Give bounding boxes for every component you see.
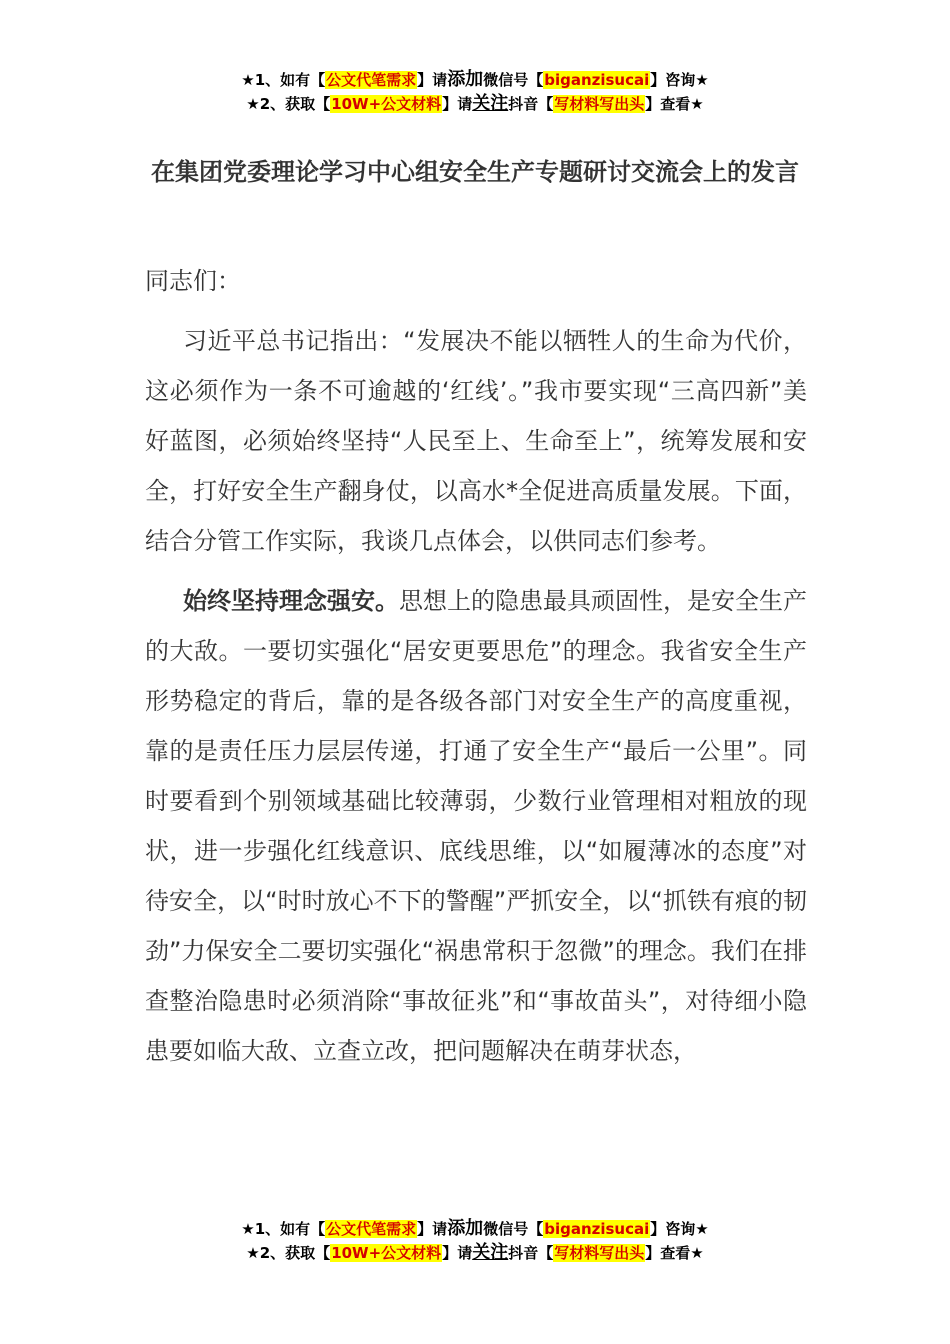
banner-line-1 bbox=[0, 1217, 950, 1241]
paragraph-intro: 习近平总书记指出：“发展决不能以牺牲人的生命为代价，这必须作为一条不可逾越的‘红线’。”我市要实现“三高四新”美好蓝图，必须始终坚持“人民至上、生命至上”，统筹发展和安全，打好安全生产翻身仗，以高水*全促进高质量发展。下面，结合分管工作实际，我谈几点体会，以供同志们参考。 bbox=[145, 327, 807, 555]
banner-line-2 bbox=[0, 1241, 950, 1265]
banner-highlight: biganzisucai bbox=[544, 1220, 650, 1238]
banner-text: 】咨询★ bbox=[650, 1220, 709, 1238]
banner-text: 微信号【 bbox=[483, 1220, 544, 1238]
banner-text: 】查看★ bbox=[645, 1244, 704, 1262]
banner-highlight: 写材料写出头 bbox=[554, 95, 645, 113]
banner-text: 】请 bbox=[417, 71, 448, 89]
banner-highlight: 公文代笔需求 bbox=[326, 1220, 417, 1238]
paragraph-text: 思想上的隐患最具顽固性，是安全生产的大敌。一要切实强化“居安更要思危”的理念。我省安全生产形势稳定的背后，靠的是各级各部门对安全生产的高度重视，靠的是责任压力层层传递，打通了安全生产“最后一公里”。同时要看到个别领域基础比较薄弱，少数行业管理相对粗放的现状，进一步强化红线意识、底线思维，以“如履薄冰的态度”对待安全，以“时时放心不下的警醒”严抓安全，以“抓铁有痕的韧劲”力保安全二要切实强化“祸患常积于忽微”的理念。我们在排查整治隐患时必须消除“事故征兆”和“事故苗头”，对待细小隐患要如临大敌、立查立改，把问题解决在萌芽状态， bbox=[145, 587, 807, 1065]
banner-highlight: 写材料写出头 bbox=[554, 1244, 645, 1262]
banner-text: 】请 bbox=[442, 1244, 473, 1262]
paragraph-lead: 始终坚持理念强安。 bbox=[183, 587, 399, 615]
paragraph-concept-safety bbox=[145, 576, 807, 1076]
footer-banner bbox=[0, 1217, 950, 1265]
banner-emphasis: 关注 bbox=[472, 93, 509, 114]
banner-highlight: 公文代笔需求 bbox=[326, 71, 417, 89]
banner-text: ★1、如有【 bbox=[241, 71, 326, 89]
banner-text: 抖音【 bbox=[508, 1244, 554, 1262]
banner-text: ★2、获取【 bbox=[246, 95, 331, 113]
banner-line-2 bbox=[0, 92, 950, 116]
banner-text: 】查看★ bbox=[645, 95, 704, 113]
banner-emphasis: 添加 bbox=[447, 1218, 484, 1239]
banner-text: ★2、获取【 bbox=[246, 1244, 331, 1262]
banner-text: 】咨询★ bbox=[650, 71, 709, 89]
banner-highlight: biganzisucai bbox=[544, 71, 650, 89]
banner-text: 】请 bbox=[442, 95, 473, 113]
banner-emphasis: 关注 bbox=[472, 1242, 509, 1263]
header-banner bbox=[0, 68, 950, 116]
banner-text: 抖音【 bbox=[508, 95, 554, 113]
banner-text: ★1、如有【 bbox=[241, 1220, 326, 1238]
banner-highlight: 10W+公文材料 bbox=[331, 95, 442, 113]
salutation: 同志们： bbox=[145, 267, 241, 295]
banner-text: 】请 bbox=[417, 1220, 448, 1238]
banner-text: 微信号【 bbox=[483, 71, 544, 89]
banner-emphasis: 添加 bbox=[447, 69, 484, 90]
document-title: 在集团党委理论学习中心组安全生产专题研讨交流会上的发言 bbox=[151, 158, 799, 186]
banner-line-1 bbox=[0, 68, 950, 92]
document-body bbox=[145, 256, 807, 1086]
banner-highlight: 10W+公文材料 bbox=[331, 1244, 442, 1262]
